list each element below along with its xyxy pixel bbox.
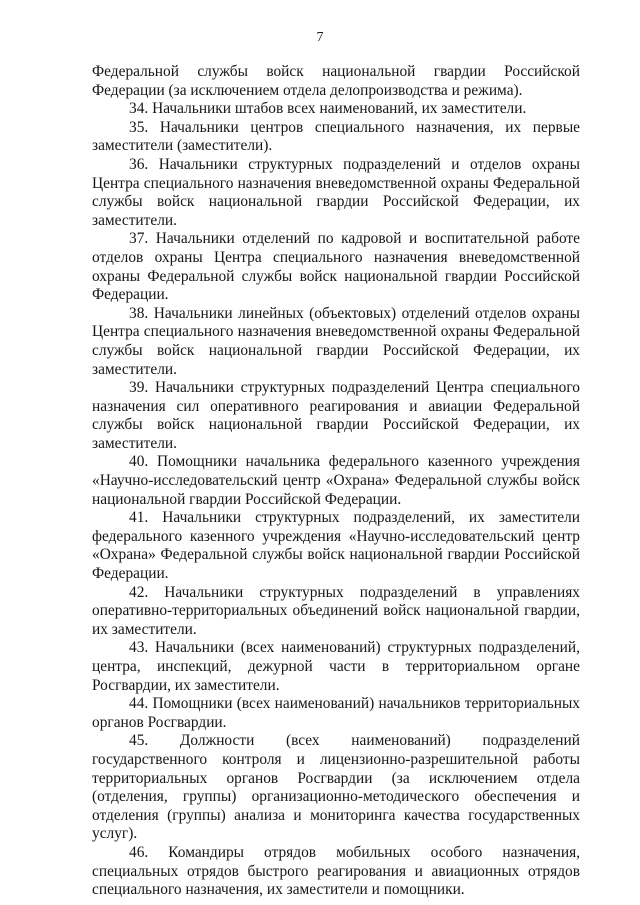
paragraph-41: 41. Начальники структурных подразделений, их заместители федерального казенного учреждения «Научно-исследовательский центр «Охрана» Федеральной службы войск национальной гвардии Российской Федерации. [92,509,580,583]
paragraph-42: 42. Начальники структурных подразделений в управлениях оперативно-территориальных объединений войск национальной гвардии, их заместители. [92,583,580,638]
paragraph-continuation: Федеральной службы войск национальной гвардии Российской Федерации (за исключением отдела делопроизводства и режима). [92,63,580,99]
page-number: 7 [316,30,324,45]
paragraph-35: 35. Начальники центров специального назначения, их первые заместители (заместители). [92,118,580,155]
paragraph-40: 40. Помощники начальника федерального казенного учреждения «Научно-исследовательский центр «Охрана» Федеральной службы войск национальной гвардии Российской Федерации. [92,453,580,508]
paragraph-37: 37. Начальники отделений по кадровой и воспитательной работе отделов охраны Центра специального назначения вневедомственной охраны Федеральной службы войск национальной гвардии Российской Федерации. [92,230,580,304]
paragraph-46: 46. Командиры отрядов мобильных особого назначения, специальных отрядов быстрого реагирования и авиационных отрядов специального назначения, их заместители и помощники. [92,843,580,899]
paragraph-39: 39. Начальники структурных подразделений Центра специального назначения сил оперативного реагирования и авиации Федеральной службы войск национальной гвардии Российской Федерации, их заместители. [92,379,580,452]
paragraph-36: 36. Начальники структурных подразделений и отделов охраны Центра специального назначения вневедомственной охраны Федеральной службы войск национальной гвардии Российской Федерации, их заместители. [92,155,580,229]
paragraph-44: 44. Помощники (всех наименований) начальников территориальных органов Росгвардии. [92,695,580,731]
paragraph-45: 45. Должности (всех наименований) подразделений государственного контроля и лицензионно-разрешительной работы территориальных органов Росгвардии (за исключением отдела (отделения, группы) организационно-методического обеспечения и отделения (группы) анализа и мониторинга качества государственных услуг). [92,732,580,843]
paragraph-34: 34. Начальники штабов всех наименований, их заместители. [129,100,527,118]
paragraph-43: 43. Начальники (всех наименований) структурных подразделений, центра, инспекций, дежурной части в территориальном органе Росгвардии, их заместители. [92,639,580,694]
paragraph-38: 38. Начальники линейных (объектовых) отделений отделов охраны Центра специального назначения вневедомственной охраны Федеральной службы войск национальной гвардии Российской Федерации, их заместители. [92,304,580,378]
document-body [92,63,580,900]
